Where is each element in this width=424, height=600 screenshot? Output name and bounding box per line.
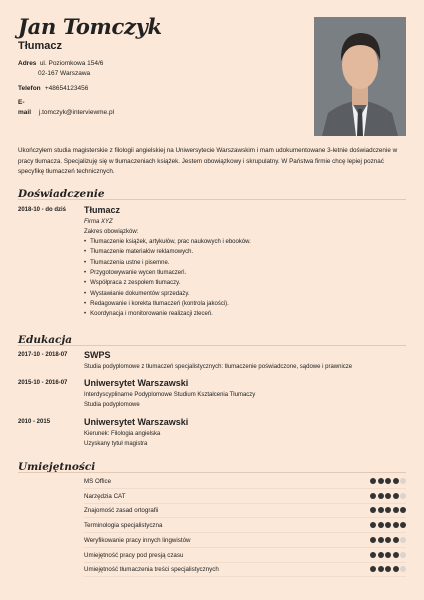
skill-divider [84, 517, 406, 518]
profile-summary: Ukończyłem studia magisterskie z filologii angielskiej na Uniwersytecie Warszawskim i mam udokumentowane 3-letnie doświadczenie w pracy tłumacza. Specjalizuję się w tłumaczeniach książek. Jestem obowiązkowy i skrupulatny. W Państwa firmie chcę lepiej poznać specyfikę tłumaczeń technicznych. [18, 147, 398, 175]
skill-divider [84, 532, 406, 533]
section-skills [18, 457, 406, 473]
contact-phone [18, 84, 88, 94]
address-line1: ul. Poziomkowa 154/6 [39, 60, 104, 67]
rating-dot-filled-icon [393, 566, 399, 572]
education-date: 2010 - 2015 [18, 419, 51, 425]
rating-dot-filled-icon [400, 507, 406, 513]
contact-address [18, 59, 103, 69]
skill-rating [369, 552, 407, 560]
rating-dot-filled-icon [378, 493, 384, 499]
skill-rating [369, 522, 407, 530]
rating-dot-filled-icon [378, 478, 384, 484]
skill-rating [369, 493, 407, 501]
education-school: Uniwersytet Warszawski [84, 378, 189, 388]
contact-email [18, 98, 114, 118]
email-value: j.tomczyk@interviewme.pl [38, 109, 115, 116]
rating-dot-filled-icon [370, 537, 376, 543]
rating-dot-filled-icon [378, 537, 384, 543]
skill-row [84, 566, 406, 573]
education-school: Uniwersytet Warszawski [84, 417, 189, 427]
education-school: SWPS [84, 350, 111, 360]
address-label: Adres [18, 60, 37, 67]
experience-bullet-item: • Wystawianie dokumentów sprzedaży. [84, 291, 190, 297]
skill-divider [84, 488, 406, 489]
education-detail: Studia podyplomowe z tłumaczeń specjalistycznych: tłumaczenie poświadczone, sądowe i prawnicze [84, 364, 353, 370]
education-date: 2015-10 - 2016-07 [18, 380, 68, 386]
phone-label: Telefon [18, 85, 41, 92]
experience-bullet-item: • Współpraca z zespołem tłumaczy. [84, 280, 180, 286]
experience-bullet-item: • Tłumaczenie materiałów reklamowych. [84, 249, 193, 255]
rating-dot-filled-icon [393, 552, 399, 558]
email-label: E-mail [18, 99, 32, 116]
rating-dot-filled-icon [385, 522, 391, 528]
education-date: 2017-10 - 2018-07 [18, 352, 68, 358]
education-detail: Kierunek: Filologia angielska [84, 431, 161, 437]
rating-dot-filled-icon [400, 522, 406, 528]
rating-dot-empty-icon [400, 493, 406, 499]
rating-dot-filled-icon [370, 566, 376, 572]
rating-dot-filled-icon [385, 552, 391, 558]
rating-dot-filled-icon [385, 507, 391, 513]
rating-dot-filled-icon [370, 478, 376, 484]
experience-company: Firma XYZ [84, 219, 113, 225]
rating-dot-filled-icon [385, 478, 391, 484]
skill-row [84, 493, 406, 500]
rating-dot-filled-icon [378, 522, 384, 528]
skill-name: Umiejętność pracy pod presją czasu [84, 551, 184, 559]
skill-divider [84, 503, 406, 504]
rating-dot-filled-icon [370, 507, 376, 513]
person-portrait-icon [314, 17, 406, 136]
rating-dot-filled-icon [393, 522, 399, 528]
rating-dot-filled-icon [370, 522, 376, 528]
rating-dot-filled-icon [393, 478, 399, 484]
rating-dot-filled-icon [393, 537, 399, 543]
skill-rating [369, 537, 407, 545]
section-education [18, 330, 406, 346]
skill-row [84, 537, 406, 544]
skill-rating [369, 507, 407, 515]
address-line2: 02-167 Warszawa [38, 70, 91, 77]
rating-dot-filled-icon [378, 566, 384, 572]
rating-dot-filled-icon [378, 507, 384, 513]
skill-divider [84, 562, 406, 563]
skill-name: Umiejętność tłumaczenia treści specjalistycznych [84, 566, 219, 574]
rating-dot-filled-icon [370, 493, 376, 499]
skill-name: Znajomość zasad ortografii [84, 507, 159, 515]
rating-dot-empty-icon [400, 566, 406, 572]
rating-dot-filled-icon [385, 566, 391, 572]
skill-row [84, 522, 406, 529]
experience-bullet-item: • Koordynacja i monitorowanie realizacji zleceń. [84, 311, 213, 317]
experience-bullet-item: • Tłumaczenia ustne i pisemne. [84, 260, 169, 266]
rating-dot-empty-icon [400, 537, 406, 543]
section-experience [18, 184, 406, 200]
skill-divider [84, 576, 406, 577]
skill-divider [84, 547, 406, 548]
skill-rating [369, 478, 407, 486]
candidate-role: Tłumacz [18, 40, 63, 52]
skill-name: Narzędzia CAT [84, 492, 126, 500]
education-heading: Edukacja [18, 334, 73, 346]
experience-heading: Doświadczenie [18, 188, 105, 200]
phone-value: +48654123456 [44, 85, 89, 92]
skill-row [84, 507, 406, 514]
rating-dot-filled-icon [393, 507, 399, 513]
skill-row [84, 552, 406, 559]
rating-dot-filled-icon [370, 552, 376, 558]
skill-name: Terminologia specjalistyczna [84, 522, 163, 530]
rating-dot-filled-icon [385, 493, 391, 499]
rating-dot-empty-icon [400, 478, 406, 484]
skill-row [84, 478, 406, 485]
education-detail: Interdyscyplinarne Podyplomowe Studium Kształcenia Tłumaczy [84, 392, 256, 398]
education-detail-secondary: Studia podyplomowe [84, 402, 140, 408]
skills-heading: Umiejętności [18, 461, 96, 473]
experience-bullet-item: • Redagowanie i korekta tłumaczeń (kontrola jakości). [84, 301, 229, 307]
skill-name: MS Office [84, 478, 112, 485]
rating-dot-filled-icon [378, 552, 384, 558]
skill-name: Weryfikowanie pracy innych lingwistów [84, 536, 191, 544]
candidate-name: Jan Tomczyk [18, 14, 162, 39]
rating-dot-empty-icon [400, 552, 406, 558]
experience-title: Tłumacz [84, 205, 121, 215]
rating-dot-filled-icon [393, 493, 399, 499]
education-detail-secondary: Uzyskany tytuł magistra [84, 441, 148, 447]
experience-duties-label: Zakres obowiązków: [84, 229, 139, 235]
skill-rating [369, 566, 407, 574]
experience-bullet-item: • Tłumaczenie książek, artykułów, prac naukowych i ebooków. [84, 239, 251, 245]
experience-bullet-item: • Przygotowywanie wycen tłumaczeń. [84, 270, 186, 276]
profile-photo [314, 17, 406, 136]
experience-date: 2018-10 - do dziś [18, 207, 67, 213]
rating-dot-filled-icon [385, 537, 391, 543]
